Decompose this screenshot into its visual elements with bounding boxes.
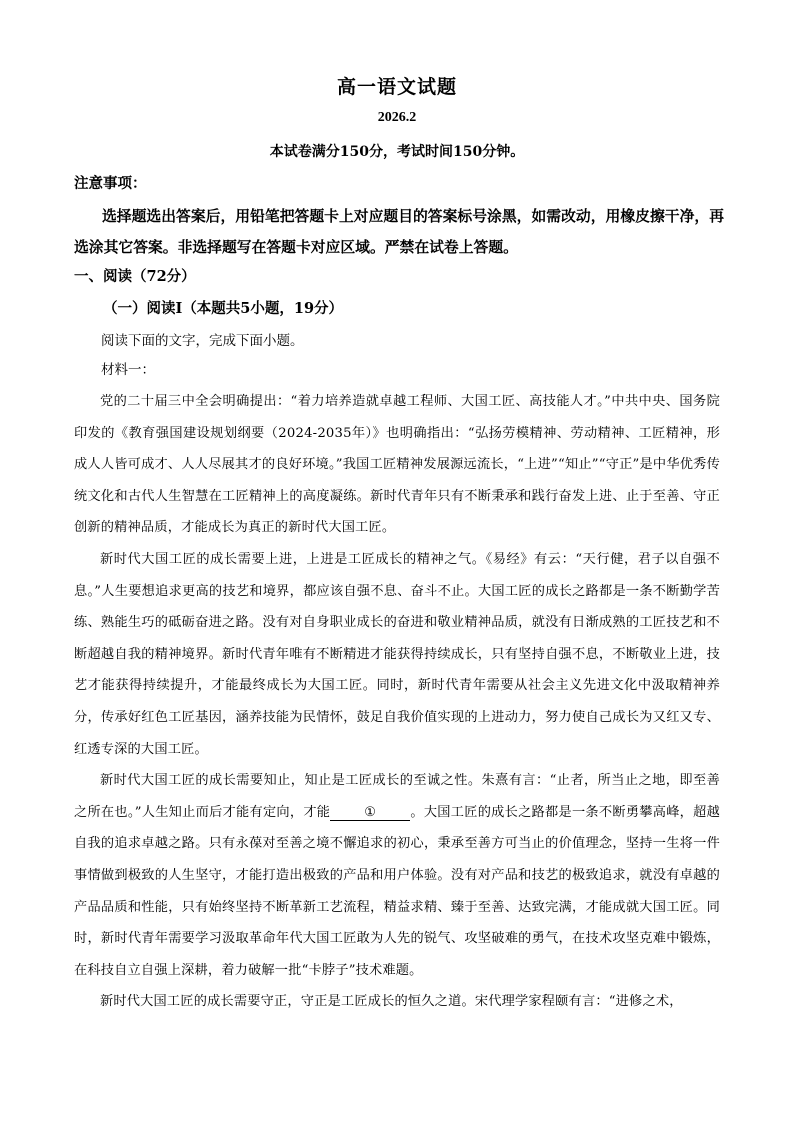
reading-passage [74,386,720,1018]
reading-instruction: 阅读下面的文字，完成下面小题。 [101,333,304,349]
material-label: 材料一： [101,362,155,378]
passage-paragraph-4: 新时代大国工匠的成长需要守正，守正是工匠成长的恒久之道。宋代理学家程颐有言：“进修之术， [100,994,683,1010]
paragraph-3-after-blank: 。大国工匠的成长之路都是一条不断勇攀高峰，超越自我的追求卓越之路。只有永葆对至善之境不懈追求的初心，秉承至善方可当止的价值理念，坚持一生将一件事情做到极致的人生坚守，才能打造出极致的产品和用户体验。没有对产品和技艺的极致追求，就没有卓越的产品品质和性能，只有始终坚持不断革新工艺流程，精益求精、臻于至善、达致完满，才能成就大国工匠。同时，新时代青年需要学习汲取革命年代大国工匠敢为人先的锐气、攻坚破难的勇气，在技术攻坚克难中锻炼，在科技自立自强上深耕，着力破解一批“卡脖子”技术难题。 [74,804,720,978]
subsection-heading: （一）阅读I（本题共5小题，19分） [103,300,344,317]
exam-subtitle: 本试卷满分150分，考试时间150分钟。 [269,144,525,160]
exam-date: 2026.2 [377,110,417,125]
passage-paragraph-1: 党的二十届三中全会明确提出：“着力培养造就卓越工程师、大国工匠、高技能人才。”中共中央、国务院印发的《教育强国建设规划纲要（2024-2035年）》也明确指出：“弘扬劳模精神、劳动精神、工匠精神，形成人人皆可成才、人人尽展其才的良好环境。”我国工匠精神发展源远流长，“上进”“知止”“守正”是中华优秀传统文化和古代人生智慧在工匠精神上的高度凝练。新时代青年只有不断秉承和践行奋发上进、止于至善、守正创新的精神品质，才能成长为真正的新时代大国工匠。 [74,394,720,536]
notice-heading: 注意事项： [74,175,147,192]
fill-blank-1: ① [330,805,410,821]
paragraph-3-before-blank: 新时代大国工匠的成长需要知止，知止是工匠成长的至诚之性。朱熹有言：“止者，所当止之地，即至善之所在也。”人生知止而后才能有定向，才能 [74,773,720,820]
exam-title: 高一语文试题 [336,76,457,98]
notice-body: 选择题选出答案后，用铅笔把答题卡上对应题目的答案标号涂黑，如需改动，用橡皮擦干净，再选涂其它答案。非选择题写在答题卡对应区域。严禁在试卷上答题。 [74,208,724,256]
passage-paragraph-3 [74,765,720,986]
passage-paragraph-2: 新时代大国工匠的成长需要上进，上进是工匠成长的精神之气。《易经》有云：“天行健，君子以自强不息。”人生要想追求更高的技艺和境界，都应该自强不息、奋斗不止。大国工匠的成长之路都是一条不断勤学苦练、熟能生巧的砥砺奋进之路。没有对自身职业成长的奋进和敬业精神品质，就没有日渐成熟的工匠技艺和不断超越自我的精神境界。新时代青年唯有不断精进才能获得持续成长，只有坚持自强不息，不断敬业上进，技艺才能获得持续提升，才能最终成长为大国工匠。同时，新时代青年需要从社会主义先进文化中汲取精神养分，传承好红色工匠基因，涵养技能为民情怀，鼓足自我价值实现的上进动力，努力使自己成长为又红又专、红透专深的大国工匠。 [74,551,720,757]
section-heading: 一、阅读（72分） [74,268,196,285]
